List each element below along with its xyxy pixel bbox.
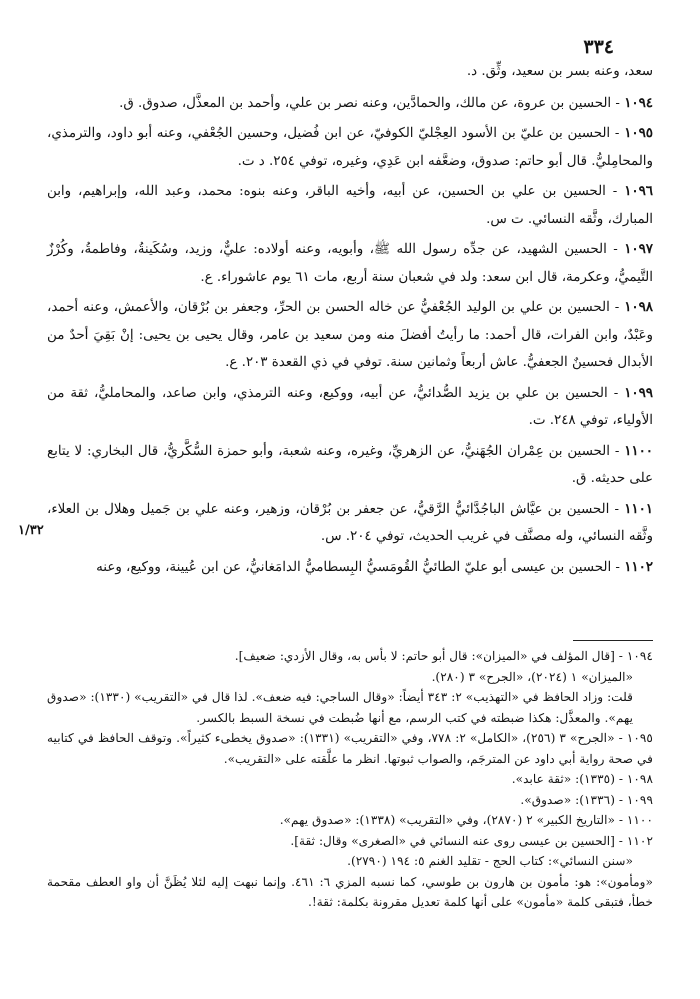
footnote-divider: [573, 640, 653, 641]
entry-text: الحسين بن عِمْران الجُهَنيُّ، عن الزهريِّ، وغيره، وعنه شعبة، وأبو حمزة السُّكَّريُّ، قال البخاري: لا يتابع على حديثه. ق.: [47, 443, 653, 486]
main-text: [47, 58, 653, 584]
footnote: ١٠٩٨ - (١٣٣٥): «ثقة عابد».: [511, 772, 653, 786]
entry-number: ١١٠٠: [624, 442, 654, 459]
entry-1102: ١١٠٢ - الحسين بن عيسى أبو عليّ الطائيُّ القُومَسيُّ البِسطاميُّ الدامَغانيُّ، عن ابن عُيينة، ووكيع، وعنه: [96, 558, 653, 575]
entry-text: الحسين بن عيسى أبو عليّ الطائيُّ القُومَسيُّ البِسطاميُّ الدامَغانيُّ، عن ابن عُيينة، ووكيع، وعنه: [96, 559, 612, 575]
entry-number: ١٠٩٥: [624, 125, 654, 141]
footnote: «ومأمون»: هو: مأمون بن هارون بن طوسي، كما نسبه المزي ٦: ٤٦١. وإنما نبهت إليه لئلا يُظَنَّ أن واو العطف مقحمة خطأ، فتبقى كلمة «مأمون» على أنها كلمة تعديل مقرونة بكلمة: ثقة!.: [47, 874, 653, 909]
entry-number: ١٠٩٨: [624, 299, 653, 315]
footnote: ١٠٩٤ - [قال المؤلف في «الميزان»: قال أبو حاتم: لا بأس به، وقال الأزدي: ضعيف].: [234, 649, 653, 663]
entry-1100: ١١٠٠ - الحسين بن عِمْران الجُهَنيُّ، عن الزهريِّ، وغيره، وعنه شعبة، وأبو حمزة السُّكَّريُّ، قال البخاري: لا يتابع على حديثه. ق.: [47, 442, 654, 486]
entry-text: الحسين بن علي بن الحسين، عن أبيه، وأخيه الباقر، وعنه بنوه: محمد، وعبد الله، وإبراهيم، وابن المبارك، وثَّقه النسائي. ت س.: [47, 184, 653, 227]
entry-1095: ١٠٩٥ - الحسين بن عليّ بن الأسود العِجْليّ الكوفيّ، عن ابن فُضيل، وحسين الجُعْفي، وعنه أبو داود، والترمذي، والمحامِليُّ. قال أبو حاتم: صدوق، وضعَّفه ابن عَدِي، وغيره، توفي ٢٥٤. د ت.: [47, 125, 654, 169]
entry-number: ١٠٩٦: [624, 183, 653, 199]
footnote: ١٠٩٥ - «الجرح» ٣ (٢٥٦)، «الكامل» ٢: ٧٧٨، وفي «التقريب» (١٣٣١): «صدوق يخطىء كثيراً». وتوقف الحافظ في كتابيه في صحة رواية أبي داود عن المترجَم، والصواب ثبوتها. انظر ما علَّقته على «التقريب».: [47, 731, 653, 766]
entry-text: الحسين بن عيَّاش الباجُدَّائيُّ الرَّقيُّ، عن جعفر بن بُرْقان، وزهير، وعنه علي بن جَميل وهلال بن العلاء، وثَّقه النسائي، وله مصنَّف في غريب الحديث، توفي ٢٠٤. س.: [47, 501, 653, 544]
entry-1094: ١٠٩٤ - الحسين بن عروة، عن مالك، والحمادَّين، وعنه نصر بن علي، وأحمد بن المعذَّل، صدوق. ق.: [119, 94, 653, 111]
entry-number: ١٠٩٩: [624, 384, 653, 401]
margin-note: ١/٣٢: [18, 523, 44, 538]
entry-text: الحسين بن عليّ بن الأسود العِجْليّ الكوفيّ، عن ابن فُضيل، وحسين الجُعْفي، وعنه أبو داود، والترمذي، والمحامِليُّ. قال أبو حاتم: صدوق، وضعَّفه ابن عَدِي، وغيره، توفي ٢٥٤. د ت.: [47, 126, 653, 169]
entry-text: الحسين بن علي بن الوليد الجُعْفيُّ عن خاله الحسن بن الحرِّ، وجعفر بن بُرْقان، والأعمش، وعنه أحمد، وعَبْدٌ، وابن الفرات، قال أحمد: ما رأيتُ أفضلَ منه ومن سعيد بن عامر، وقال يحيى بن يحيى: إنْ بَقِيَ أحدٌ من الأبدال فحسينٌ الجعفيُّ. عاش أربعاً وثمانين سنة. توفي في ذي القعدة ٢٠٣. ع.: [47, 300, 653, 370]
entry-1096: ١٠٩٦ - الحسين بن علي بن الحسين، عن أبيه، وأخيه الباقر، وعنه بنوه: محمد، وعبد الله، وإبراهيم، وابن المبارك، وثَّقه النسائي. ت س.: [47, 183, 653, 227]
footnote: «الميزان» ١ (٢٠٢٤)، «الجرح» ٣ (٢٨٠).: [431, 669, 633, 684]
footnote: قلت: وزاد الحافظ في «التهذيب» ٢: ٣٤٣ أيضاً: «وقال الساجي: فيه ضعف». لذا قال في «التقريب» (١٣٣٠): «صدوق يهم». والمعذَّل: هكذا ضبطته في كتب الرسم، مع أنها ضُبطت في نسخة السبط بالكسر.: [47, 690, 634, 725]
entry-1099: ١٠٩٩ - الحسين بن علي بن يزيد الصُّدائيُّ، عن أبيه، ووكيع، وعنه الترمذي، وابن صاعد، والمحامليُّ، ثقة من الأولياء، توفي ٢٤٨. ت.: [47, 384, 653, 428]
footnote: ١١٠٢ - [الحسين بن عيسى روى عنه النسائي في «الصغرى» وقال: ثقة].: [290, 833, 653, 848]
entry-text: الحسين بن علي بن يزيد الصُّدائيُّ، عن أبيه، ووكيع، وعنه الترمذي، وابن صاعد، والمحامليُّ، ثقة من الأولياء، توفي ٢٤٨. ت.: [47, 385, 653, 428]
footnote: ١١٠٠ - «التاريخ الكبير» ٢ (٢٨٧٠)، وفي «التقريب» (١٣٣٨): «صدوق يهم».: [279, 813, 653, 827]
entry-text: الحسين الشهيد، عن جدِّه رسول الله ﷺ، وأبويه، وعنه أولاده: عليٌّ، وزيد، وسُكَينةُ، وفاطمةُ، وكُرْزٌ التَّيميُّ، وعكرمة، قال ابن سعد: ولد في شعبان سنة أربع، مات ٦١ يوم عاشوراء. ع.: [47, 242, 653, 285]
entry-text: الحسين بن عروة، عن مالك، والحمادَّين، وعنه نصر بن علي، وأحمد بن المعذَّل، صدوق. ق.: [119, 95, 612, 111]
footnote: ١٠٩٩ - (١٣٣٦): «صدوق».: [520, 792, 653, 807]
continuation-line: سعد، وعنه بسر بن سعيد، وثِّق. د.: [466, 64, 653, 79]
entry-number: ١٠٩٤: [624, 94, 653, 111]
page-number: ٣٣٤: [583, 36, 614, 58]
entry-1097: ١٠٩٧ - الحسين الشهيد، عن جدِّه رسول الله ﷺ، وأبويه، وعنه أولاده: عليٌّ، وزيد، وسُكَينةُ، وفاطمةُ، وكُرْزٌ التَّيميُّ، وعكرمة، قال ابن سعد: ولد في شعبان سنة أربع، مات ٦١ يوم عاشوراء. ع.: [47, 241, 653, 285]
entry-number: ١٠٩٧: [624, 241, 653, 257]
footnote: «سنن النسائي»: كتاب الحج - تقليد الغنم ٥: ١٩٤ (٢٧٩٠).: [347, 854, 633, 868]
entry-1101: ١١٠١ - الحسين بن عيَّاش الباجُدَّائيُّ الرَّقيُّ، عن جعفر بن بُرْقان، وزهير، وعنه علي بن جَميل وهلال بن العلاء، وثَّقه النسائي، وله مصنَّف في غريب الحديث، توفي ٢٠٤. س.: [47, 500, 653, 544]
entry-number: ١١٠٢: [624, 558, 653, 575]
entry-1098: ١٠٩٨ - الحسين بن علي بن الوليد الجُعْفيُّ عن خاله الحسن بن الحرِّ، وجعفر بن بُرْقان، والأعمش، وعنه أحمد، وعَبْدٌ، وابن الفرات، قال أحمد: ما رأيتُ أفضلَ منه ومن سعيد بن عامر، وقال يحيى بن يحيى: إنْ بَقِيَ أحدٌ من الأبدال فحسينٌ الجعفيُّ. عاش أربعاً وثمانين سنة. توفي في ذي القعدة ٢٠٣. ع.: [47, 299, 653, 370]
footnotes: [47, 646, 653, 913]
entry-number: ١١٠١: [624, 500, 653, 517]
